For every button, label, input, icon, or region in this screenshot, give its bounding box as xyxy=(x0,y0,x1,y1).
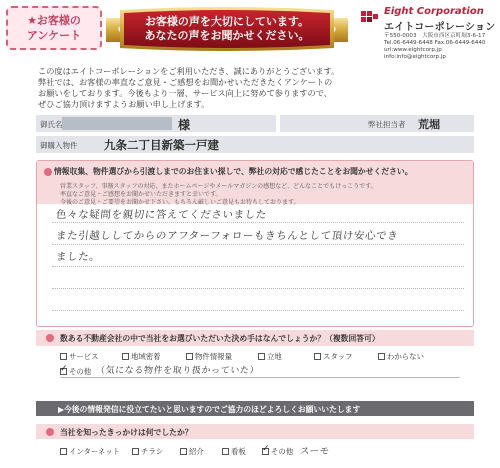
url-line: url:www.eightcorp.jp xyxy=(384,47,442,53)
checkbox[interactable] xyxy=(132,448,139,455)
option-label: 地域密着 xyxy=(131,352,161,361)
checkbox[interactable] xyxy=(60,448,67,455)
property-row xyxy=(36,136,474,153)
intro-text xyxy=(38,66,390,110)
option-label: 物件情報量 xyxy=(195,352,232,361)
checkbox[interactable] xyxy=(180,448,187,455)
property-name: 九条二丁目新築一戸建 xyxy=(104,138,219,152)
q3-question: 当社を知ったきっかけは何でしたか？ xyxy=(60,428,193,437)
option-label: スタッフ xyxy=(323,352,353,361)
writing-line xyxy=(52,222,464,223)
intro-line: 弊社では、お客様の率直なご意見・ご感想をお聞かせいただきたくアンケートの xyxy=(38,77,333,87)
answer-underline xyxy=(60,377,460,378)
rep-name: 荒堀 xyxy=(418,118,440,131)
header-banner xyxy=(104,4,350,56)
intro-line: お願いをしております。今後もより一層、サービス向上に努めて参りますので、 xyxy=(38,88,332,98)
writing-line xyxy=(52,266,464,267)
survey-badge xyxy=(6,6,102,50)
writing-line xyxy=(52,310,464,311)
intro-line: ぜひご協力頂けますようお願い申し上げます。 xyxy=(38,99,210,109)
badge-line1: ★お客様の xyxy=(27,14,81,27)
checkbox-checked[interactable] xyxy=(262,448,269,455)
option-label: その他 xyxy=(69,367,92,376)
option-label: インターネット xyxy=(69,447,121,456)
checkbox[interactable] xyxy=(122,353,129,360)
comment-question: 情報収集、物件選びから引渡しまでのお住まい探しで、弊社の対応で感じたことをお聞かせください。 xyxy=(54,167,413,176)
option-label: 看板 xyxy=(231,447,246,456)
property-label: 御購入物件 xyxy=(40,141,78,150)
option-label: サービス xyxy=(69,352,99,361)
source-answer: スーモ xyxy=(299,446,331,457)
checkbox-checked[interactable] xyxy=(60,368,67,375)
q2-question: 数ある不動産会社の中で当社をお選びいただいた決め手はなんでしょうか？（複数回答可） xyxy=(60,334,380,343)
bullet-icon xyxy=(44,168,52,176)
handwritten-line: 色々な疑問を親切に答えてくださいました xyxy=(55,209,268,221)
banner-line2: あなたの声をお聞かせください。 xyxy=(144,29,310,42)
handwritten-line: また引越ししてからのアフターフォローもきちんとして頂け安心でき xyxy=(55,230,399,242)
checkbox[interactable] xyxy=(314,353,321,360)
option-location[interactable] xyxy=(258,351,282,362)
option-staff[interactable] xyxy=(314,351,353,362)
brand-name-jp: エイトコーポレーション xyxy=(384,22,496,33)
checkbox[interactable] xyxy=(186,353,193,360)
writing-line xyxy=(52,244,464,245)
option-unknown[interactable] xyxy=(378,351,424,362)
email-line: info:info@eightcorp.jp xyxy=(384,54,446,60)
banner-line1: お客様の声を大切にしています。 xyxy=(144,15,310,28)
other-answer: （気になる物件を取り扱かっていた） xyxy=(95,366,260,376)
option-other-source[interactable] xyxy=(262,446,293,457)
option-service[interactable] xyxy=(60,351,99,362)
bullet-icon xyxy=(46,428,54,436)
bullet-icon xyxy=(46,334,54,342)
checkbox[interactable] xyxy=(258,353,265,360)
checkbox[interactable] xyxy=(378,353,385,360)
option-listings[interactable] xyxy=(186,351,232,362)
cooperation-text: ▶今後の情報発信に役立てたいと思いますのでご協力のほどよろしくお願いいたします xyxy=(58,405,361,414)
option-label: その他 xyxy=(271,447,294,456)
note-line: 営業スタッフ、事務スタッフの対応、またホームページやメールマガジンの感想など、どんなことでもけっこうです。 xyxy=(60,183,377,190)
banner-text xyxy=(104,15,350,43)
option-label: わからない xyxy=(387,352,424,361)
company-logo-icon xyxy=(360,8,380,24)
name-label: 御氏名 xyxy=(40,120,63,129)
note-line: 今後のご意見・ご要望をお聞かせ下さい。もちろん厳しいご意見もお待ちしております。 xyxy=(60,199,300,206)
option-label: 紹介 xyxy=(189,447,204,456)
handwritten-line: ました。 xyxy=(55,251,101,263)
option-label: 立地 xyxy=(267,352,282,361)
option-flyer[interactable] xyxy=(132,446,163,457)
writing-line xyxy=(52,288,464,289)
rep-label: 弊社担当者 xyxy=(368,120,406,129)
option-other[interactable] xyxy=(60,366,91,377)
comment-note xyxy=(60,183,466,207)
checkbox[interactable] xyxy=(222,448,229,455)
option-signboard[interactable] xyxy=(222,446,246,457)
option-local[interactable] xyxy=(122,351,161,362)
option-referral[interactable] xyxy=(180,446,204,457)
phone-line: Tel.06-6449-6448 Fax.06-6449-6440 xyxy=(384,40,486,46)
brand-name-en: Eight Corporation xyxy=(384,6,484,17)
intro-line: この度はエイトコーポレーションをご利用いただき、誠にありがとうございます。 xyxy=(38,66,340,76)
checkbox[interactable] xyxy=(60,353,67,360)
name-suffix: 様 xyxy=(178,118,191,132)
address-line: 〒550-0003 大阪市西区京町堀3-6-17 xyxy=(384,33,486,39)
note-line: 率直なご意見・ご感想をお聞かせいただきますと幸いです。 xyxy=(60,191,222,198)
badge-line2: アンケート xyxy=(26,29,82,42)
redacted-name xyxy=(62,117,172,130)
option-label: チラシ xyxy=(141,447,164,456)
option-internet[interactable] xyxy=(60,446,120,457)
